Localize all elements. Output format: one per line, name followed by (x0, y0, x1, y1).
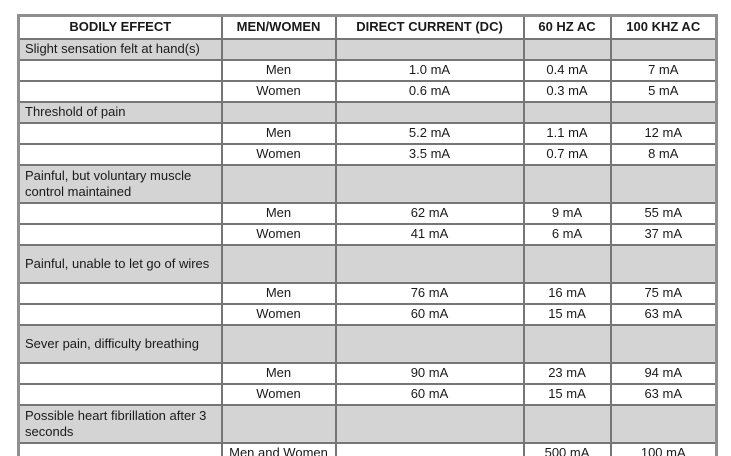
data-row (19, 304, 717, 325)
hz60-value-cell: 6 mA (524, 224, 611, 245)
effect-cell: Sever pain, difficulty breathing (19, 325, 222, 363)
data-row (19, 283, 717, 304)
empty-cell (524, 405, 611, 443)
khz100-value-cell: 5 mA (611, 81, 717, 102)
dc-value-cell: 41 mA (336, 224, 524, 245)
who-cell: Women (222, 81, 336, 102)
dc-value-cell: 60 mA (336, 304, 524, 325)
effect-cell: Slight sensation felt at hand(s) (19, 39, 222, 60)
who-cell: Men and Women (222, 443, 336, 456)
effect-cell (19, 81, 222, 102)
khz100-value-cell: 37 mA (611, 224, 717, 245)
effect-cell: Painful, unable to let go of wires (19, 245, 222, 283)
empty-cell (336, 102, 524, 123)
khz100-value-cell: 63 mA (611, 304, 717, 325)
empty-cell (524, 102, 611, 123)
header-row (19, 16, 717, 39)
who-cell: Men (222, 283, 336, 304)
empty-cell (222, 39, 336, 60)
dc-value-cell (336, 443, 524, 456)
effect-cell (19, 60, 222, 81)
data-row (19, 384, 717, 405)
effect-cell: Possible heart fibrillation after 3 seconds (19, 405, 222, 443)
empty-cell (524, 245, 611, 283)
empty-cell (611, 39, 717, 60)
empty-cell (524, 39, 611, 60)
khz100-value-cell: 8 mA (611, 144, 717, 165)
hz60-value-cell: 16 mA (524, 283, 611, 304)
khz100-value-cell: 100 mA (611, 443, 717, 456)
hz60-value-cell: 9 mA (524, 203, 611, 224)
effect-cell: Painful, but voluntary muscle control maintained (19, 165, 222, 203)
empty-cell (611, 325, 717, 363)
table-body (19, 39, 717, 456)
effect-cell (19, 144, 222, 165)
hz60-value-cell: 0.3 mA (524, 81, 611, 102)
column-header-direct-current: DIRECT CURRENT (DC) (336, 16, 524, 39)
table-header (19, 16, 717, 39)
dc-value-cell: 0.6 mA (336, 81, 524, 102)
effect-cell (19, 224, 222, 245)
khz100-value-cell: 7 mA (611, 60, 717, 81)
section-row (19, 165, 717, 203)
hz60-value-cell: 23 mA (524, 363, 611, 384)
empty-cell (611, 245, 717, 283)
who-cell: Men (222, 60, 336, 81)
dc-value-cell: 3.5 mA (336, 144, 524, 165)
data-row (19, 203, 717, 224)
who-cell: Women (222, 384, 336, 405)
hz60-value-cell: 15 mA (524, 384, 611, 405)
empty-cell (336, 39, 524, 60)
khz100-value-cell: 55 mA (611, 203, 717, 224)
khz100-value-cell: 63 mA (611, 384, 717, 405)
empty-cell (336, 245, 524, 283)
dc-value-cell: 60 mA (336, 384, 524, 405)
khz100-value-cell: 12 mA (611, 123, 717, 144)
empty-cell (524, 165, 611, 203)
who-cell: Women (222, 224, 336, 245)
who-cell: Men (222, 123, 336, 144)
effect-cell (19, 283, 222, 304)
dc-value-cell: 62 mA (336, 203, 524, 224)
dc-value-cell: 90 mA (336, 363, 524, 384)
hz60-value-cell: 500 mA (524, 443, 611, 456)
hz60-value-cell: 1.1 mA (524, 123, 611, 144)
section-row (19, 405, 717, 443)
empty-cell (222, 325, 336, 363)
effect-cell (19, 363, 222, 384)
data-row (19, 224, 717, 245)
dc-value-cell: 76 mA (336, 283, 524, 304)
empty-cell (524, 325, 611, 363)
empty-cell (611, 165, 717, 203)
empty-cell (336, 325, 524, 363)
column-header-bodily-effect: BODILY EFFECT (19, 16, 222, 39)
data-row (19, 81, 717, 102)
who-cell: Women (222, 304, 336, 325)
column-header-60hz-ac: 60 HZ AC (524, 16, 611, 39)
shock-effects-table (17, 14, 718, 456)
column-header-men-women: MEN/WOMEN (222, 16, 336, 39)
empty-cell (336, 165, 524, 203)
effect-cell (19, 304, 222, 325)
empty-cell (611, 102, 717, 123)
empty-cell (611, 405, 717, 443)
data-row (19, 443, 717, 456)
data-row (19, 363, 717, 384)
data-row (19, 123, 717, 144)
empty-cell (222, 245, 336, 283)
hz60-value-cell: 15 mA (524, 304, 611, 325)
khz100-value-cell: 75 mA (611, 283, 717, 304)
section-row (19, 39, 717, 60)
effect-cell (19, 203, 222, 224)
column-header-100khz-ac: 100 KHZ AC (611, 16, 717, 39)
effect-cell: Threshold of pain (19, 102, 222, 123)
khz100-value-cell: 94 mA (611, 363, 717, 384)
empty-cell (222, 165, 336, 203)
effect-cell (19, 443, 222, 456)
dc-value-cell: 1.0 mA (336, 60, 524, 81)
who-cell: Men (222, 363, 336, 384)
empty-cell (222, 102, 336, 123)
effect-cell (19, 123, 222, 144)
who-cell: Women (222, 144, 336, 165)
data-row (19, 60, 717, 81)
empty-cell (336, 405, 524, 443)
section-row (19, 325, 717, 363)
dc-value-cell: 5.2 mA (336, 123, 524, 144)
data-row (19, 144, 717, 165)
empty-cell (222, 405, 336, 443)
effect-cell (19, 384, 222, 405)
hz60-value-cell: 0.7 mA (524, 144, 611, 165)
section-row (19, 102, 717, 123)
who-cell: Men (222, 203, 336, 224)
section-row (19, 245, 717, 283)
hz60-value-cell: 0.4 mA (524, 60, 611, 81)
